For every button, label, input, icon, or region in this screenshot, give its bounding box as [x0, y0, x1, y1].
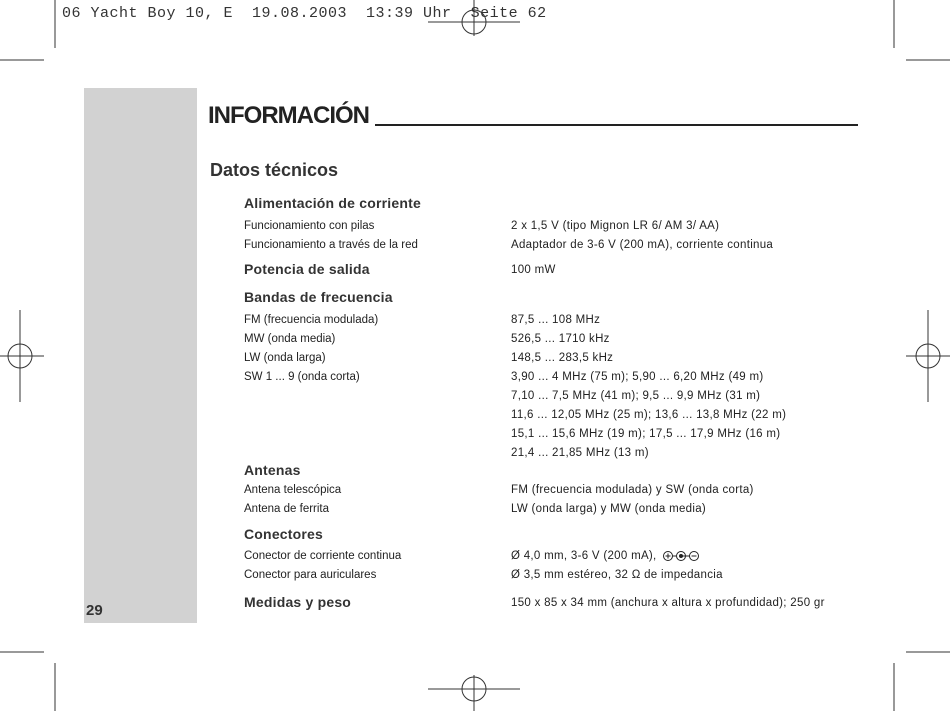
crosshair-icon	[0, 310, 44, 402]
spec-value: 150 x 85 x 34 mm (anchura x altura x profundidad); 250 gr	[511, 597, 825, 609]
spec-value: LW (onda larga) y MW (onda media)	[511, 503, 707, 515]
crosshair-icon	[428, 675, 520, 711]
spec-label: Antena telescópica	[244, 484, 342, 496]
spec-value: Ø 4,0 mm, 3-6 V (200 mA),	[511, 550, 657, 563]
spec-label: LW (onda larga)	[244, 352, 326, 364]
heading-bands: Bandas de frecuencia	[244, 289, 393, 305]
spec-value: 526,5 ... 1710 kHz	[511, 333, 610, 345]
crosshair-icon	[428, 0, 520, 36]
spec-value: 148,5 ... 283,5 kHz	[511, 352, 614, 364]
spec-label: Funcionamiento con pilas	[244, 220, 375, 232]
crosshair-icon	[906, 310, 950, 402]
spec-label: SW 1 ... 9 (onda corta)	[244, 371, 360, 383]
spec-value: Adaptador de 3-6 V (200 mA), corriente continua	[511, 239, 774, 251]
spec-label: Conector de corriente continua	[244, 550, 402, 562]
dc-polarity-icon	[663, 550, 699, 562]
spec-value: 7,10 ... 7,5 MHz (41 m); 9,5 ... 9,9 MHz (31 m)	[511, 390, 761, 402]
page-sidebar	[84, 88, 197, 623]
spec-label: Conector para auriculares	[244, 569, 377, 581]
spec-value: 11,6 ... 12,05 MHz (25 m); 13,6 ... 13,8 MHz (22 m)	[511, 409, 787, 421]
spec-value: FM (frecuencia modulada) y SW (onda corta)	[511, 484, 754, 496]
spec-label: FM (frecuencia modulada)	[244, 314, 379, 326]
section-title: Datos técnicos	[210, 160, 339, 180]
spec-label: Funcionamiento a través de la red	[244, 239, 418, 251]
title-row	[208, 102, 858, 130]
spec-label: Antena de ferrita	[244, 503, 330, 515]
spec-value: Ø 3,5 mm estéreo, 32 Ω de impedancia	[511, 569, 723, 581]
spec-value: 2 x 1,5 V (tipo Mignon LR 6/ AM 3/ AA)	[511, 220, 720, 232]
page-number: 29	[86, 602, 103, 619]
spec-label: MW (onda media)	[244, 333, 336, 345]
heading-dimensions: Medidas y peso	[244, 594, 352, 610]
heading-connectors: Conectores	[244, 526, 324, 542]
spec-value: 21,4 ... 21,85 MHz (13 m)	[511, 447, 649, 459]
title-rule	[375, 124, 858, 126]
spec-value: 100 mW	[511, 264, 556, 276]
spec-value: 3,90 ... 4 MHz (75 m); 5,90 ... 6,20 MHz (49 m)	[511, 371, 764, 383]
heading-output: Potencia de salida	[244, 261, 370, 277]
heading-power: Alimentación de corriente	[244, 195, 421, 211]
spec-value: 15,1 ... 15,6 MHz (19 m); 17,5 ... 17,9 MHz (16 m)	[511, 428, 781, 440]
print-header: 06 Yacht Boy 10, E 19.08.2003 13:39 Uhr Seite 62	[62, 5, 547, 22]
spec-value-dc	[511, 550, 699, 562]
spec-value: 87,5 ... 108 MHz	[511, 314, 601, 326]
page-title: INFORMACIÓN	[208, 102, 369, 129]
heading-antennas: Antenas	[244, 462, 301, 478]
